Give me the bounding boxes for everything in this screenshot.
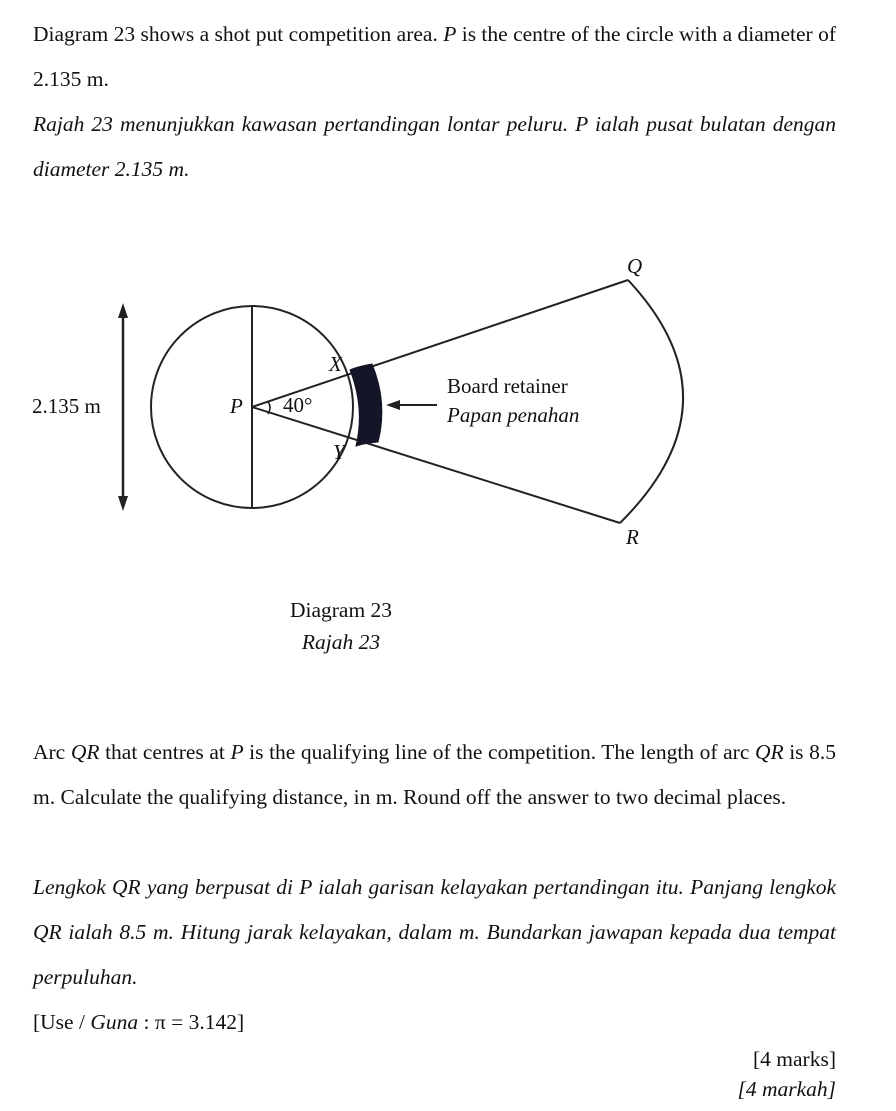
question-english bbox=[33, 730, 836, 820]
point-r-label: R bbox=[626, 525, 639, 549]
question-text-c: is the qualifying line of the competition. The length of arc bbox=[243, 740, 755, 764]
caption-malay: Rajah 23 bbox=[301, 630, 381, 654]
retainer-arrow-head bbox=[386, 400, 400, 410]
question-text-a: Arc bbox=[33, 740, 71, 764]
board-retainer-shape bbox=[350, 364, 382, 446]
shot-put-diagram bbox=[0, 240, 896, 570]
intro-malay: Rajah 23 menunjukkan kawasan pertandingan lontar peluru. P ialah pusat bulatan dengan diameter 2.135 m. bbox=[33, 112, 836, 181]
question-arc-qr-2: QR bbox=[754, 740, 784, 764]
pi-note-use: [Use / bbox=[33, 1010, 91, 1034]
intro-text-part1: Diagram 23 shows a shot put competition area. bbox=[33, 22, 444, 46]
point-y-label: Y bbox=[333, 440, 345, 464]
diameter-arrow-head-top bbox=[118, 303, 128, 318]
question-text-d: is 8.5 m. Calculate the qualifying distance, in m. Round off the answer to two decimal places. bbox=[33, 740, 837, 809]
arc-qr bbox=[620, 280, 683, 523]
question-point-p: P bbox=[230, 740, 244, 764]
retainer-label-malay: Papan penahan bbox=[447, 403, 580, 427]
question-arc-qr-1: QR bbox=[70, 740, 100, 764]
retainer-label-english: Board retainer bbox=[447, 374, 568, 398]
diameter-arrow-head-bottom bbox=[118, 496, 128, 511]
pi-note-formula: : π = 3.142] bbox=[138, 1010, 245, 1034]
marks-english: [4 marks] bbox=[753, 1047, 836, 1071]
intro-english bbox=[33, 12, 836, 102]
point-x-label: X bbox=[329, 352, 342, 376]
marks-malay: [4 markah] bbox=[737, 1077, 836, 1101]
diameter-label: 2.135 m bbox=[32, 394, 101, 418]
caption-english: Diagram 23 bbox=[289, 598, 393, 622]
intro-point-p: P bbox=[443, 22, 457, 46]
pi-note bbox=[33, 1000, 836, 1045]
point-p-label: P bbox=[230, 394, 243, 418]
question-text-b: that centres at bbox=[99, 740, 231, 764]
angle-arc bbox=[268, 402, 270, 414]
point-q-label: Q bbox=[627, 254, 643, 278]
pi-note-guna: Guna bbox=[90, 1010, 139, 1034]
angle-label: 40° bbox=[283, 393, 313, 417]
sector-line-pq bbox=[252, 280, 628, 407]
intro-text-part2: is the centre of the circle with a diameter of 2.135 m. bbox=[33, 22, 837, 91]
question-malay: Lengkok QR yang berpusat di P ialah garisan kelayakan pertandingan itu. Panjang lengkok QR ialah 8.5 m. Hitung jarak kelayakan, dalam m. Bundarkan jawapan kepada dua tempat perpuluhan. bbox=[33, 875, 836, 989]
